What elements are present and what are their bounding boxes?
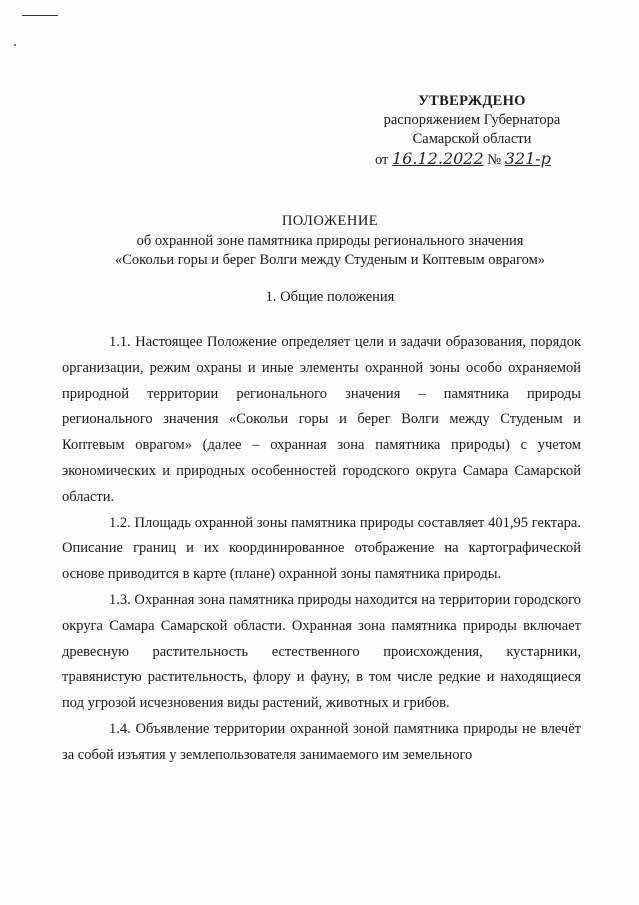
scan-mark-top [22, 15, 58, 16]
section-heading: 1. Общие положения [265, 289, 395, 305]
handwritten-date: 16.12.2022 [392, 149, 484, 168]
title-main: ПОЛОЖЕНИЕ [281, 213, 379, 229]
scan-dot [14, 44, 16, 46]
approval-stamp [372, 92, 572, 170]
paragraph-1-4: 1.4. Объявление территории охранной зоной памятника природы не влечёт за собой изъятия у землепользователя занимаемого им земельного [62, 720, 581, 763]
paragraph-1-2: 1.2. Площадь охранной зоны памятника природы составляет 401,95 гектара. Описание границ и их координированное отображение на картографической основе приводится в карте (плане) охранной зоны памятника природы. [62, 514, 581, 583]
handwritten-number: 321-р [504, 149, 551, 168]
number-prefix: № [487, 152, 502, 168]
approval-date-line [372, 149, 572, 170]
approval-line-1: распоряжением Губернатора [383, 112, 561, 128]
title-subtitle-2: «Сокольи горы и берег Волги между Студеным и Коптевым оврагом» [114, 252, 546, 268]
approval-line-2: Самарской области [412, 131, 532, 147]
title-subtitle-1: об охранной зоне памятника природы регионального значения [136, 232, 524, 249]
date-prefix: от [375, 152, 389, 168]
paragraph-1-3: 1.3. Охранная зона памятника природы находится на территории городского округа Самара Самарской области. Охранная зона памятника природы включает древесную растительность естественного происхождения, кустарники, травянистую растительность, флору и фауну, в том числе редкие и находящиеся под угрозой исчезновения виды растений, животных и грибов. [62, 591, 582, 712]
paragraph-1-1: 1.1. Настоящее Положение определяет цели и задачи образования, порядок организации, режим охраны и иные элементы охранной зоны особо охраняемой природной территории регионального значения – памятника природы регионального значения «Сокольи горы и берег Волги между Студеным и Коптевым оврагом» (далее – охранная зона памятника природы) с учетом экономических и природных особенностей городского округа Самара Самарской области. [62, 334, 581, 505]
document-title [60, 212, 600, 271]
document-body [62, 330, 581, 769]
approval-heading: УТВЕРЖДЕНО [418, 93, 526, 109]
